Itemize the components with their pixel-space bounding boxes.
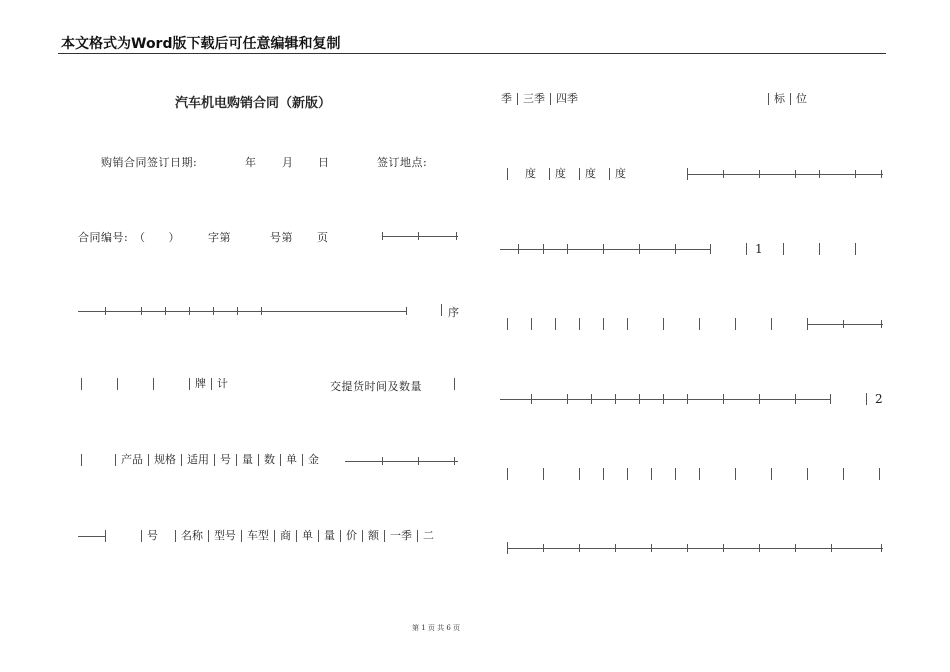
tick <box>881 170 882 178</box>
table-cell: 季 <box>501 92 512 105</box>
tick <box>213 307 214 315</box>
number-1: 1 <box>755 242 764 256</box>
tick <box>406 307 407 315</box>
table-cell: 产品 <box>115 454 148 466</box>
tick <box>759 170 760 178</box>
tick <box>795 544 796 552</box>
cell-border <box>783 243 784 255</box>
cell-border <box>675 468 676 480</box>
cell-border <box>507 468 508 480</box>
tick <box>881 544 882 552</box>
cell-border <box>627 468 628 480</box>
cell-border <box>117 378 118 390</box>
cell-border <box>441 304 442 316</box>
zi-di-label: 字第 <box>208 231 231 244</box>
tick <box>543 544 544 552</box>
table-cell: 位 <box>790 93 812 105</box>
tick <box>261 307 262 315</box>
table-cell: 三季 <box>517 93 550 105</box>
cell-border <box>771 468 772 480</box>
cell-border <box>771 318 772 330</box>
cell-border <box>81 454 82 466</box>
tick <box>518 244 519 254</box>
cell-border <box>819 243 820 255</box>
table-rule <box>78 536 105 537</box>
ye-label: 页 <box>317 231 329 244</box>
tick <box>759 544 760 552</box>
table-cell: 度 <box>525 167 536 180</box>
tick <box>189 307 190 315</box>
table-cell: 一季 <box>384 530 417 542</box>
tick <box>141 307 142 315</box>
table-cell: 度 <box>549 168 571 180</box>
tick <box>418 457 419 465</box>
tick <box>418 232 419 240</box>
tick <box>531 394 532 404</box>
tick <box>382 457 383 465</box>
cell-border <box>699 318 700 330</box>
tick <box>795 170 796 178</box>
tick <box>591 394 592 404</box>
table-cell: 名称 <box>175 530 208 542</box>
cell-border <box>603 318 604 330</box>
tick <box>454 457 455 465</box>
xu-label: 序 <box>448 306 460 319</box>
table-cell: 度 <box>609 168 631 180</box>
cell-border <box>807 468 808 480</box>
tick <box>687 394 688 404</box>
table-row-ji <box>496 93 856 105</box>
tick <box>507 542 508 554</box>
cell-border <box>105 530 106 542</box>
sign-place-label: 签订地点: <box>377 156 428 169</box>
month-label: 月 <box>282 156 294 169</box>
table-cell: 金 <box>302 454 324 466</box>
table-cell: 计 <box>211 378 233 390</box>
table-rule <box>78 311 406 312</box>
year-label: 年 <box>245 156 257 169</box>
tick <box>723 170 724 178</box>
cell-border <box>454 378 455 390</box>
cell-border <box>651 468 652 480</box>
cell-border <box>735 318 736 330</box>
tick <box>687 544 688 552</box>
cell-border <box>579 318 580 330</box>
cell-border <box>627 318 628 330</box>
table-cell: 车型 <box>241 530 274 542</box>
table-cell: 量 <box>236 454 258 466</box>
table-rule <box>382 236 458 237</box>
table-rule <box>807 324 883 325</box>
tick <box>237 307 238 315</box>
table-cell: 数 <box>258 454 280 466</box>
cell-border <box>579 468 580 480</box>
tick <box>165 307 166 315</box>
table-cell: 号 <box>214 454 236 466</box>
table-rule <box>500 399 830 400</box>
tick <box>687 168 688 180</box>
cell-border <box>663 318 664 330</box>
tick <box>639 394 640 404</box>
table-rule <box>687 174 883 175</box>
table-cell: 单 <box>296 530 318 542</box>
table-cell: 价 <box>340 530 362 542</box>
tick <box>382 232 383 240</box>
table-cell: 单 <box>280 454 302 466</box>
table-rule <box>345 461 458 462</box>
contract-no-paren: （ ） <box>134 231 180 244</box>
cell-border <box>879 468 880 480</box>
cell-border <box>855 243 856 255</box>
tick <box>807 318 808 330</box>
cell-border <box>843 468 844 480</box>
tick <box>831 544 832 552</box>
tick <box>615 544 616 552</box>
tick <box>639 244 640 254</box>
table-cell: 号 <box>141 530 163 542</box>
cell-border <box>555 318 556 330</box>
sign-date-label: 购销合同签订日期: <box>101 156 198 169</box>
tick <box>456 232 457 240</box>
delivery-label: 交提货时间及数量 <box>330 380 422 393</box>
table-rule <box>507 548 883 549</box>
cell-border <box>699 468 700 480</box>
doc-title: 汽车机电购销合同（新版） <box>175 96 332 111</box>
tick <box>663 394 664 404</box>
table-row-du <box>520 168 646 180</box>
cell-border <box>81 378 82 390</box>
tick <box>795 394 796 404</box>
contract-no-label: 合同编号: <box>78 231 129 244</box>
table-cell: 规格 <box>148 454 181 466</box>
table-cell: 四季 <box>550 93 583 105</box>
cell-border <box>531 318 532 330</box>
tick <box>567 394 568 404</box>
cell-border <box>603 468 604 480</box>
table-cell: 适用 <box>181 454 214 466</box>
table-cell: 额 <box>362 530 384 542</box>
tick <box>881 320 882 328</box>
table-cell: 标 <box>768 93 790 105</box>
page-footer: 第 1 页 共 6 页 <box>412 624 461 632</box>
day-label: 日 <box>318 156 330 169</box>
table-cell: 量 <box>318 530 340 542</box>
cell-border <box>746 243 747 255</box>
tick <box>603 244 604 254</box>
tick <box>830 394 831 404</box>
tick <box>819 170 820 178</box>
hao-di-label: 号第 <box>270 231 293 244</box>
table-row-hao <box>141 530 439 542</box>
table-cell: 二 <box>417 530 439 542</box>
table-rule <box>500 249 710 250</box>
cell-border <box>866 393 867 405</box>
table-row-chanpin <box>115 454 324 466</box>
tick <box>723 394 724 404</box>
number-2: 2 <box>875 392 884 406</box>
table-row-pai <box>189 378 327 390</box>
cell-border <box>507 318 508 330</box>
table-cell: 度 <box>579 168 601 180</box>
cell-border <box>507 168 508 180</box>
tick <box>615 394 616 404</box>
tick <box>651 544 652 552</box>
tick <box>723 544 724 552</box>
tick <box>105 307 106 315</box>
tick <box>710 244 711 254</box>
tick <box>579 544 580 552</box>
cell-border <box>735 468 736 480</box>
tick <box>855 170 856 178</box>
cell-border <box>153 378 154 390</box>
table-cell: 牌 <box>189 378 211 390</box>
table-cell: 商 <box>274 530 296 542</box>
tick <box>567 244 568 254</box>
cell-border <box>543 468 544 480</box>
table-cell: 型号 <box>208 530 241 542</box>
page-header: 本文格式为Word版下载后可任意编辑和复制 <box>61 36 341 52</box>
tick <box>843 320 844 328</box>
tick <box>675 244 676 254</box>
header-rule <box>58 53 886 54</box>
tick <box>543 244 544 254</box>
tick <box>759 394 760 404</box>
